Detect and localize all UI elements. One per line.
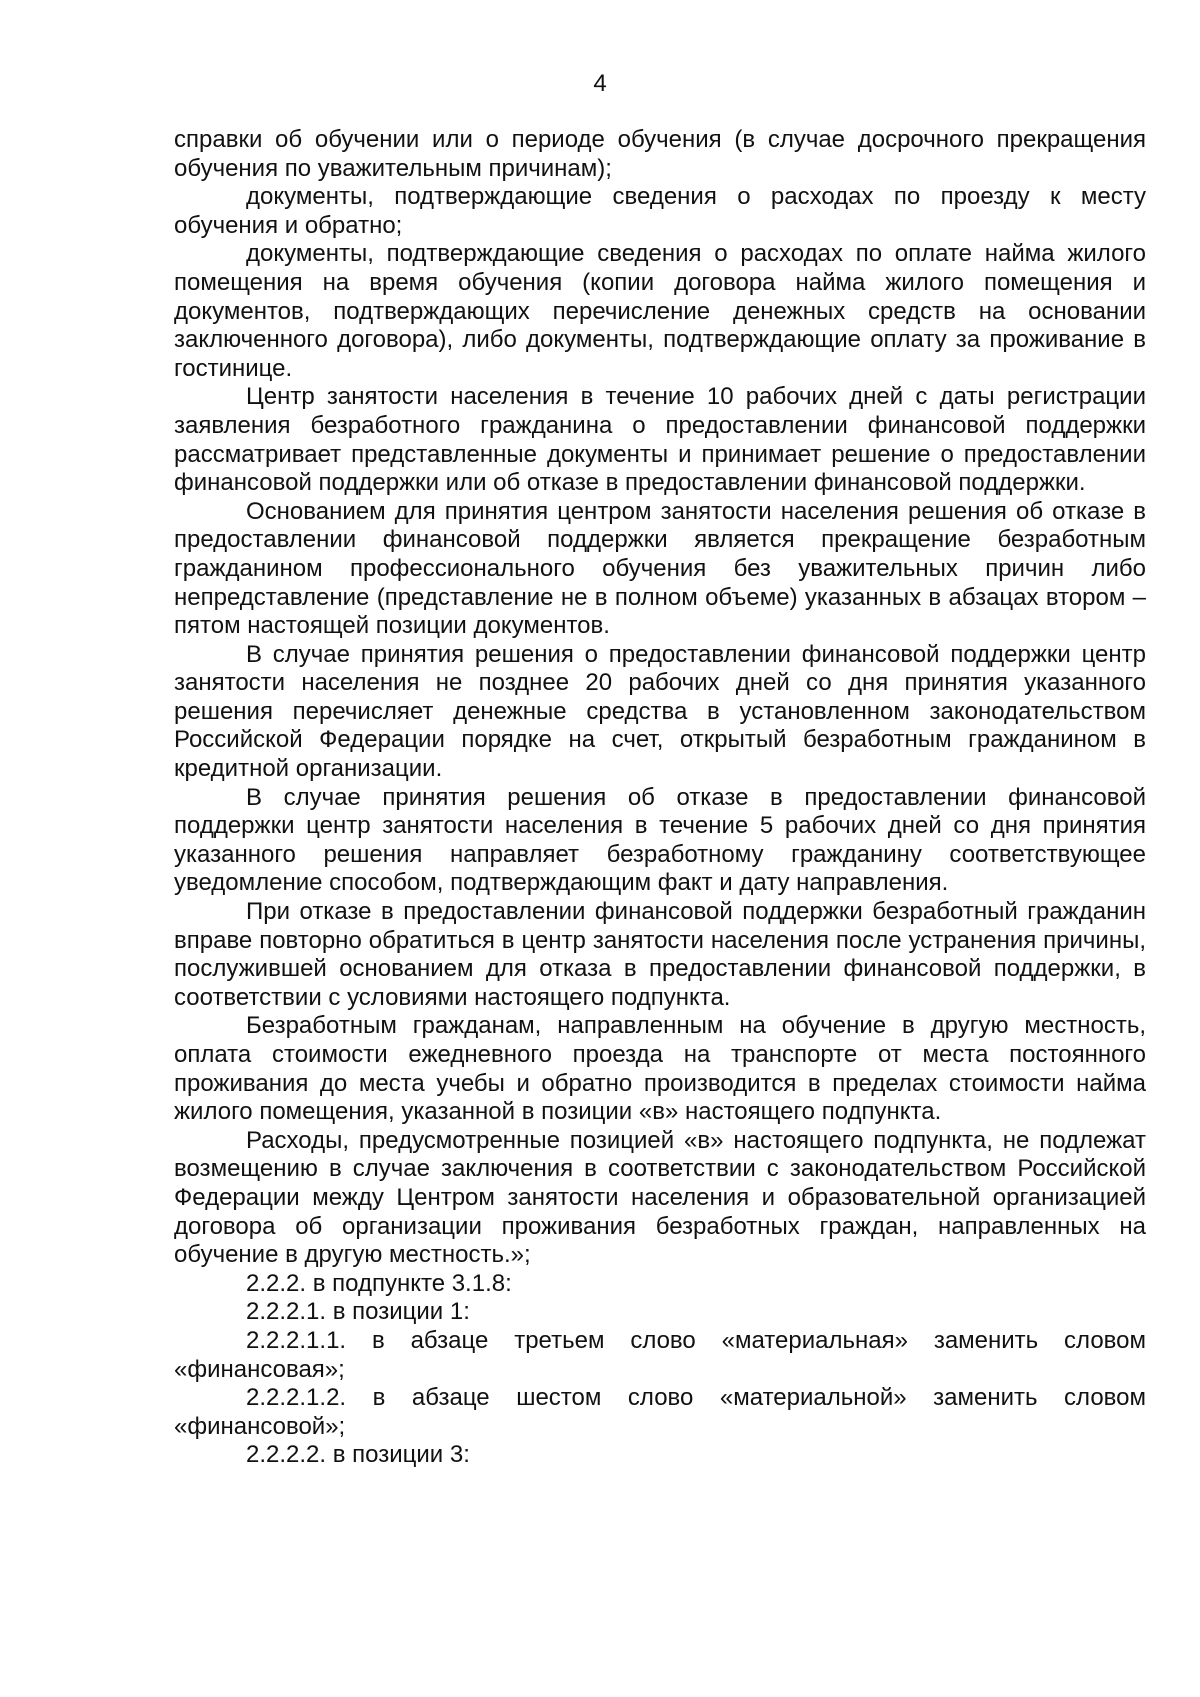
paragraph: 2.2.2.1.1. в абзаце третьем слово «материальная» заменить словом «финансовая»; [174, 1326, 1146, 1383]
paragraph: Основанием для принятия центром занятости населения решения об отказе в предоставлении финансовой поддержки является прекращение безработным гражданином профессионального обучения без уважительных причин либо непредставление (представление не в полном объеме) указанных в абзацах втором – пятом настоящей позиции документов. [174, 497, 1146, 640]
paragraph: При отказе в предоставлении финансовой поддержки безработный гражданин вправе повторно обратиться в центр занятости населения после устранения причины, послужившей основанием для отказа в предоставлении финансовой поддержки, в соответствии с условиями настоящего подпункта. [174, 898, 1146, 1011]
paragraph: 2.2.2. в подпункте 3.1.8: [246, 1269, 512, 1297]
paragraph: Центр занятости населения в течение 10 рабочих дней с даты регистрации заявления безработного гражданина о предоставлении финансовой поддержки рассматривает представленные документы и принимает решение о предоставлении финансовой поддержки или об отказе в предоставлении финансовой поддержки. [174, 383, 1146, 497]
paragraph: Расходы, предусмотренные позицией «в» настоящего подпункта, не подлежат возмещению в случае заключения в соответствии с законодательством Российской Федерации между Центром занятости населения и образовательной организацией договора об организации проживания безработных граждан, направленных на обучение в другую местность.»; [174, 1126, 1146, 1269]
paragraph: документы, подтверждающие сведения о расходах по оплате найма жилого помещения на время обучения (копии договора найма жилого помещения и документов, подтверждающих перечисление денежных средств на основании заключенного договора), либо документы, подтверждающие оплату за проживание в гостинице. [174, 240, 1146, 382]
paragraph: документы, подтверждающие сведения о расходах по проезду к месту обучения и обратно; [174, 183, 1146, 239]
page-number: 4 [593, 70, 607, 97]
paragraph: 2.2.2.1. в позиции 1: [246, 1298, 470, 1326]
paragraph-continuation: справки об обучении или о периоде обучения (в случае досрочного прекращения обучения по уважительным причинам); [174, 126, 1146, 182]
paragraph: 2.2.2.1.2. в абзаце шестом слово «материальной» заменить словом «финансовой»; [174, 1384, 1146, 1440]
paragraph: Безработным гражданам, направленным на обучение в другую местность, оплата стоимости ежедневного проезда на транспорте от места постоянного проживания до места учебы и обратно производится в пределах стоимости найма жилого помещения, указанной в позиции «в» настоящего подпункта. [174, 1012, 1146, 1126]
document-body [174, 126, 1146, 1470]
paragraph: 2.2.2.2. в позиции 3: [246, 1441, 470, 1469]
paragraph: В случае принятия решения об отказе в предоставлении финансовой поддержки центр занятости населения в течение 5 рабочих дней со дня принятия указанного решения направляет безработному гражданину соответствующее уведомление способом, подтверждающим факт и дату направления. [174, 783, 1146, 897]
paragraph: В случае принятия решения о предоставлении финансовой поддержки центр занятости населения не позднее 20 рабочих дней со дня принятия указанного решения перечисляет денежные средства в установленном законодательством Российской Федерации порядке на счет, открытый безработным гражданином в кредитной организации. [174, 640, 1146, 783]
